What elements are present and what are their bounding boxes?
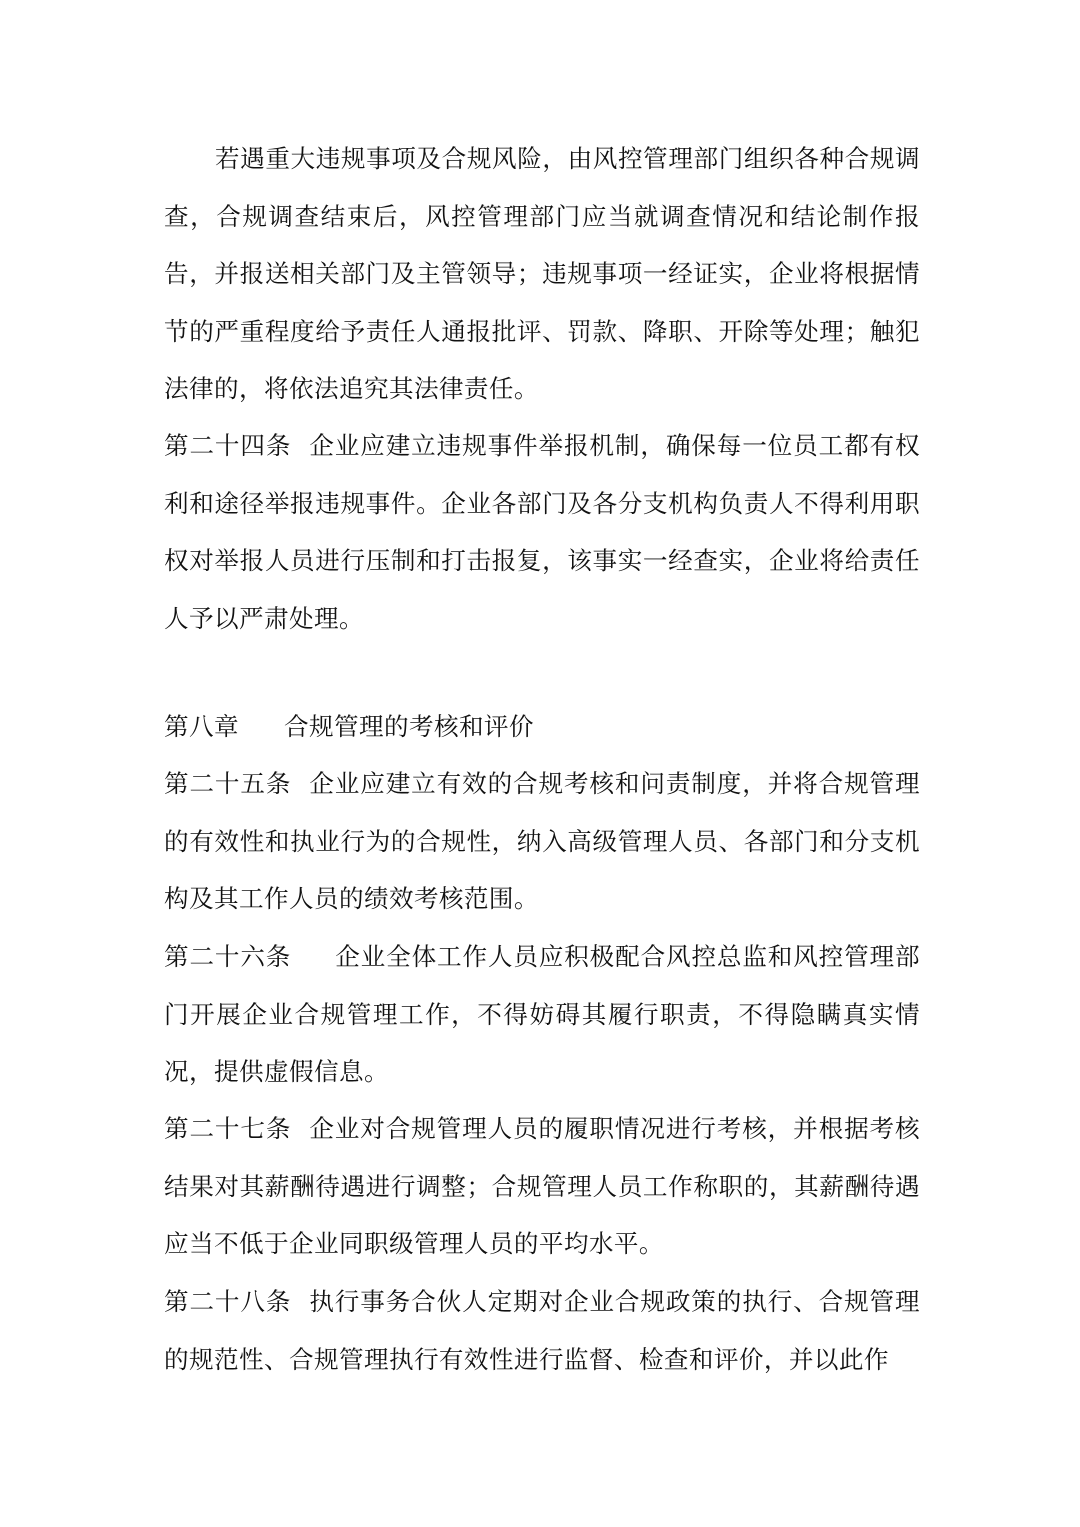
article-27 [164, 1100, 920, 1273]
article-24-text: 企业应建立违规事件举报机制，确保每一位员工都有权利和途径举报违规事件。企业各部门及各分支机构负责人不得利用职权对举报人员进行压制和打击报复，该事实一经查实，企业将给责任人予以严肃处理。 [164, 431, 920, 633]
paragraph-violations-handling: 若遇重大违规事项及合规风险，由风控管理部门组织各种合规调查，合规调查结束后，风控管理部门应当就调查情况和结论制作报告，并报送相关部门及主管领导；违规事项一经证实，企业将根据情节的严重程度给予责任人通报批评、罚款、降职、开除等处理；触犯法律的，将依法追究其法律责任。 [164, 144, 920, 403]
article-27-number: 第二十七条 [164, 1114, 292, 1143]
article-26-text: 企业全体工作人员应积极配合风控总监和风控管理部门开展企业合规管理工作，不得妨碍其履行职责，不得隐瞒真实情况，提供虚假信息。 [164, 942, 920, 1086]
article-24 [164, 417, 920, 647]
article-25-text: 企业应建立有效的合规考核和问责制度，并将合规管理的有效性和执业行为的合规性，纳入高级管理人员、各部门和分支机构及其工作人员的绩效考核范围。 [164, 769, 920, 913]
article-28-text: 执行事务合伙人定期对企业合规政策的执行、合规管理的规范性、合规管理执行有效性进行监督、检查和评价，并以此作 [164, 1287, 920, 1374]
chapter-8-label: 第八章 [164, 712, 239, 741]
article-28-number: 第二十八条 [164, 1287, 292, 1316]
chapter-8-heading [164, 698, 920, 756]
article-24-number: 第二十四条 [164, 431, 292, 460]
article-25 [164, 755, 920, 928]
article-26-number: 第二十六条 [164, 942, 292, 971]
article-25-number: 第二十五条 [164, 769, 292, 798]
article-27-text: 企业对合规管理人员的履职情况进行考核，并根据考核结果对其薪酬待遇进行调整；合规管理人员工作称职的，其薪酬待遇应当不低于企业同职级管理人员的平均水平。 [164, 1114, 920, 1258]
article-26 [164, 928, 920, 1101]
chapter-8-title: 合规管理的考核和评价 [283, 712, 534, 741]
article-28 [164, 1273, 920, 1388]
